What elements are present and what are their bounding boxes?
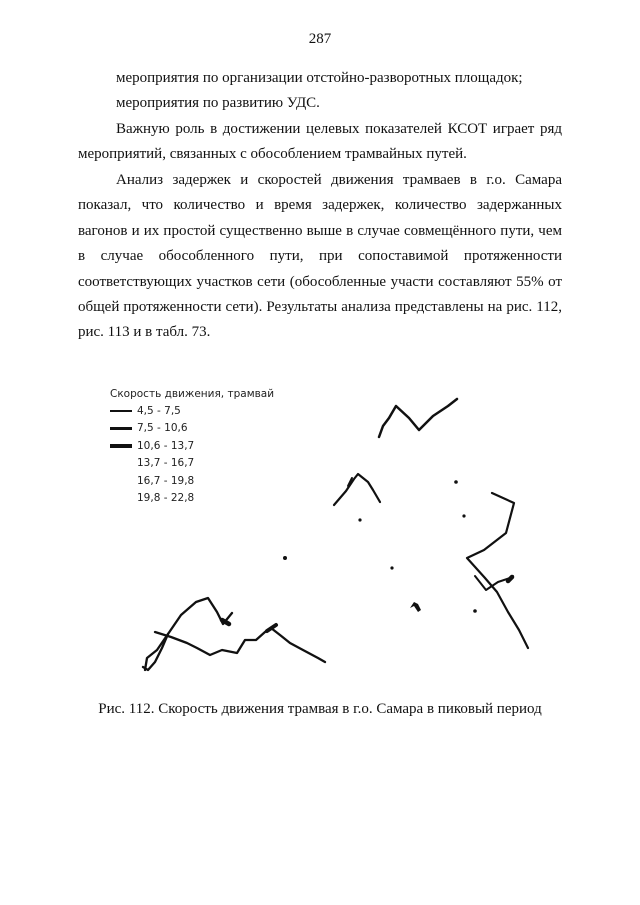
- paragraph-3: Важную роль в достижении целевых показателей КСОТ играет ряд мероприятий, связанных с обособлением трамвайных путей.: [78, 121, 562, 163]
- tram-route-segment: [508, 577, 512, 581]
- map-point: [358, 518, 361, 521]
- legend-label: 10,6 - 13,7: [137, 439, 195, 452]
- page-number: 287: [308, 31, 332, 47]
- legend-label: 7,5 - 10,6: [137, 422, 188, 435]
- paragraph-4: Анализ задержек и скоростей движения трамваев в г.о. Самара показал, что количество и время задержек, количество задержанных вагонов и их простой существенно выше в случае совмещённого пути, чем в случае обособленного пути, при сопоставимой протяженности соответствующих участков сети (обособленные участи составляют 55% от общей протяженности сети). Результаты анализа представлены на рис. 112, рис. 113 и в табл. 73.: [78, 172, 562, 341]
- map-point: [462, 514, 465, 517]
- legend-label: 19,8 - 22,8: [137, 492, 195, 505]
- map-point: [283, 556, 287, 560]
- figure-caption: Рис. 112. Скорость движения трамвая в г.о. Самара в пиковый период: [98, 701, 542, 717]
- tram-route-segment: [334, 474, 380, 505]
- paragraph-1: мероприятия по организации отстойно-разворотных площадок;: [116, 70, 523, 86]
- tram-route-segment: [155, 628, 325, 662]
- tram-route-segment: [379, 399, 457, 437]
- paragraph-2: мероприятия по развитию УДС.: [116, 95, 320, 111]
- map-point: [390, 566, 393, 569]
- legend-title: Скорость движения, трамвай: [110, 388, 275, 400]
- legend-label: 16,7 - 19,8: [137, 474, 195, 487]
- map-point: [454, 480, 458, 484]
- map-point: [473, 609, 477, 613]
- tram-route-segment: [467, 493, 528, 648]
- legend-label: 13,7 - 16,7: [137, 457, 195, 470]
- map-fragment: [410, 602, 421, 612]
- legend-label: 4,5 - 7,5: [137, 404, 181, 417]
